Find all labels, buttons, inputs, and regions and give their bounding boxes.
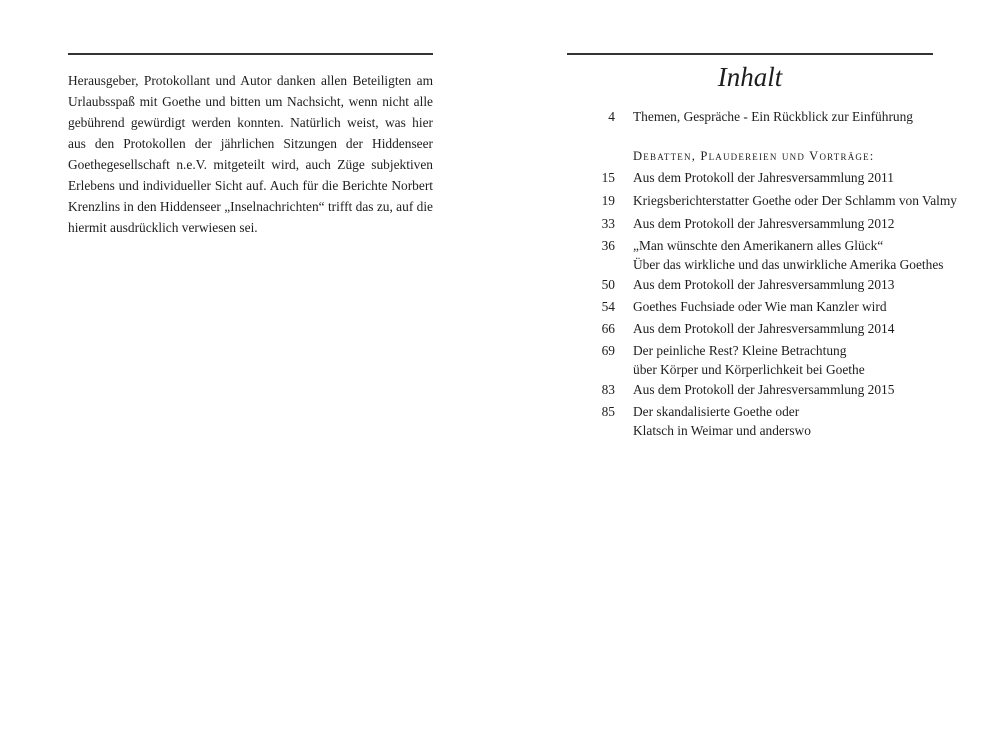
toc-entry-line: Der peinliche Rest? Kleine Betrachtung bbox=[633, 343, 847, 358]
toc-entry-title bbox=[633, 214, 973, 233]
toc-entry-line: Aus dem Protokoll der Jahresversammlung 2014 bbox=[633, 321, 895, 336]
toc-entry-title bbox=[633, 319, 973, 338]
toc-title: Inhalt bbox=[717, 62, 783, 92]
toc-page-number: 66 bbox=[601, 321, 615, 336]
toc-entry-line: Aus dem Protokoll der Jahresversammlung 2013 bbox=[633, 277, 895, 292]
top-rule bbox=[68, 53, 433, 55]
toc-page-number: 69 bbox=[601, 343, 615, 358]
acknowledgement-paragraph: Herausgeber, Protokollant und Autor danken allen Beteiligten am Urlaubsspaß mit Goethe und bitten um Nachsicht, wenn nicht alle gebührend gewürdigt werden konnten. Natürlich weist, was hier aus den Protokollen der jährlichen Sitzungen der Hiddenseer Goethegesellschaft n.e.V. mitgeteilt wird, auch Züge subjektiven Erlebens und individueller Sicht auf. Auch für die Berichte Norbert Krenzlins in den Hiddenseer „Inselnachrichten“ trifft das zu, auf die hiermit ausdrücklich verwiesen sei. bbox=[68, 73, 433, 235]
toc-page-number: 83 bbox=[601, 382, 615, 397]
toc-entry-line: Goethes Fuchsiade oder Wie man Kanzler wird bbox=[633, 299, 887, 314]
toc-entry-line: Aus dem Protokoll der Jahresversammlung 2015 bbox=[633, 382, 895, 397]
toc-entry-title bbox=[633, 380, 973, 399]
toc-page-number: 54 bbox=[601, 299, 615, 314]
toc-page-number: 85 bbox=[601, 404, 615, 419]
toc-section-heading: Debatten, Plaudereien und Vorträge: bbox=[633, 149, 875, 163]
toc-page-number: 4 bbox=[608, 109, 615, 124]
toc-entry-line: Der skandalisierte Goethe oder bbox=[633, 404, 800, 419]
toc-page-number: 19 bbox=[601, 193, 615, 208]
toc-entry-title bbox=[633, 275, 973, 294]
toc-page-number: 50 bbox=[601, 277, 615, 292]
toc-page-number: 36 bbox=[601, 238, 615, 253]
toc-entry-title bbox=[633, 191, 973, 210]
toc-entry-line: Kriegsberichterstatter Goethe oder Der Schlamm von Valmy bbox=[633, 193, 958, 208]
toc-entry-title bbox=[633, 297, 973, 316]
toc-entry-line: über Körper und Körperlichkeit bei Goethe bbox=[633, 362, 865, 377]
right-page bbox=[500, 0, 1000, 733]
toc-entry-line: Klatsch in Weimar und anderswo bbox=[633, 423, 811, 438]
toc-entry-title bbox=[633, 107, 973, 126]
toc-entry-title bbox=[633, 168, 973, 187]
toc-entry-line: Aus dem Protokoll der Jahresversammlung 2011 bbox=[633, 170, 894, 185]
toc-entry-line: Themen, Gespräche - Ein Rückblick zur Einführung bbox=[633, 109, 913, 124]
toc-page-number: 33 bbox=[601, 216, 615, 231]
toc-entry-line: „Man wünschte den Amerikanern alles Glück“ bbox=[633, 238, 884, 253]
toc-entry-title bbox=[633, 341, 973, 379]
toc-page-number: 15 bbox=[601, 170, 615, 185]
toc-entry-title bbox=[633, 402, 973, 440]
top-rule bbox=[567, 53, 933, 55]
toc-entry-line: Aus dem Protokoll der Jahresversammlung 2012 bbox=[633, 216, 895, 231]
toc-entry-line: Über das wirkliche und das unwirkliche Amerika Goethes bbox=[633, 257, 944, 272]
toc-entry-title bbox=[633, 236, 973, 274]
